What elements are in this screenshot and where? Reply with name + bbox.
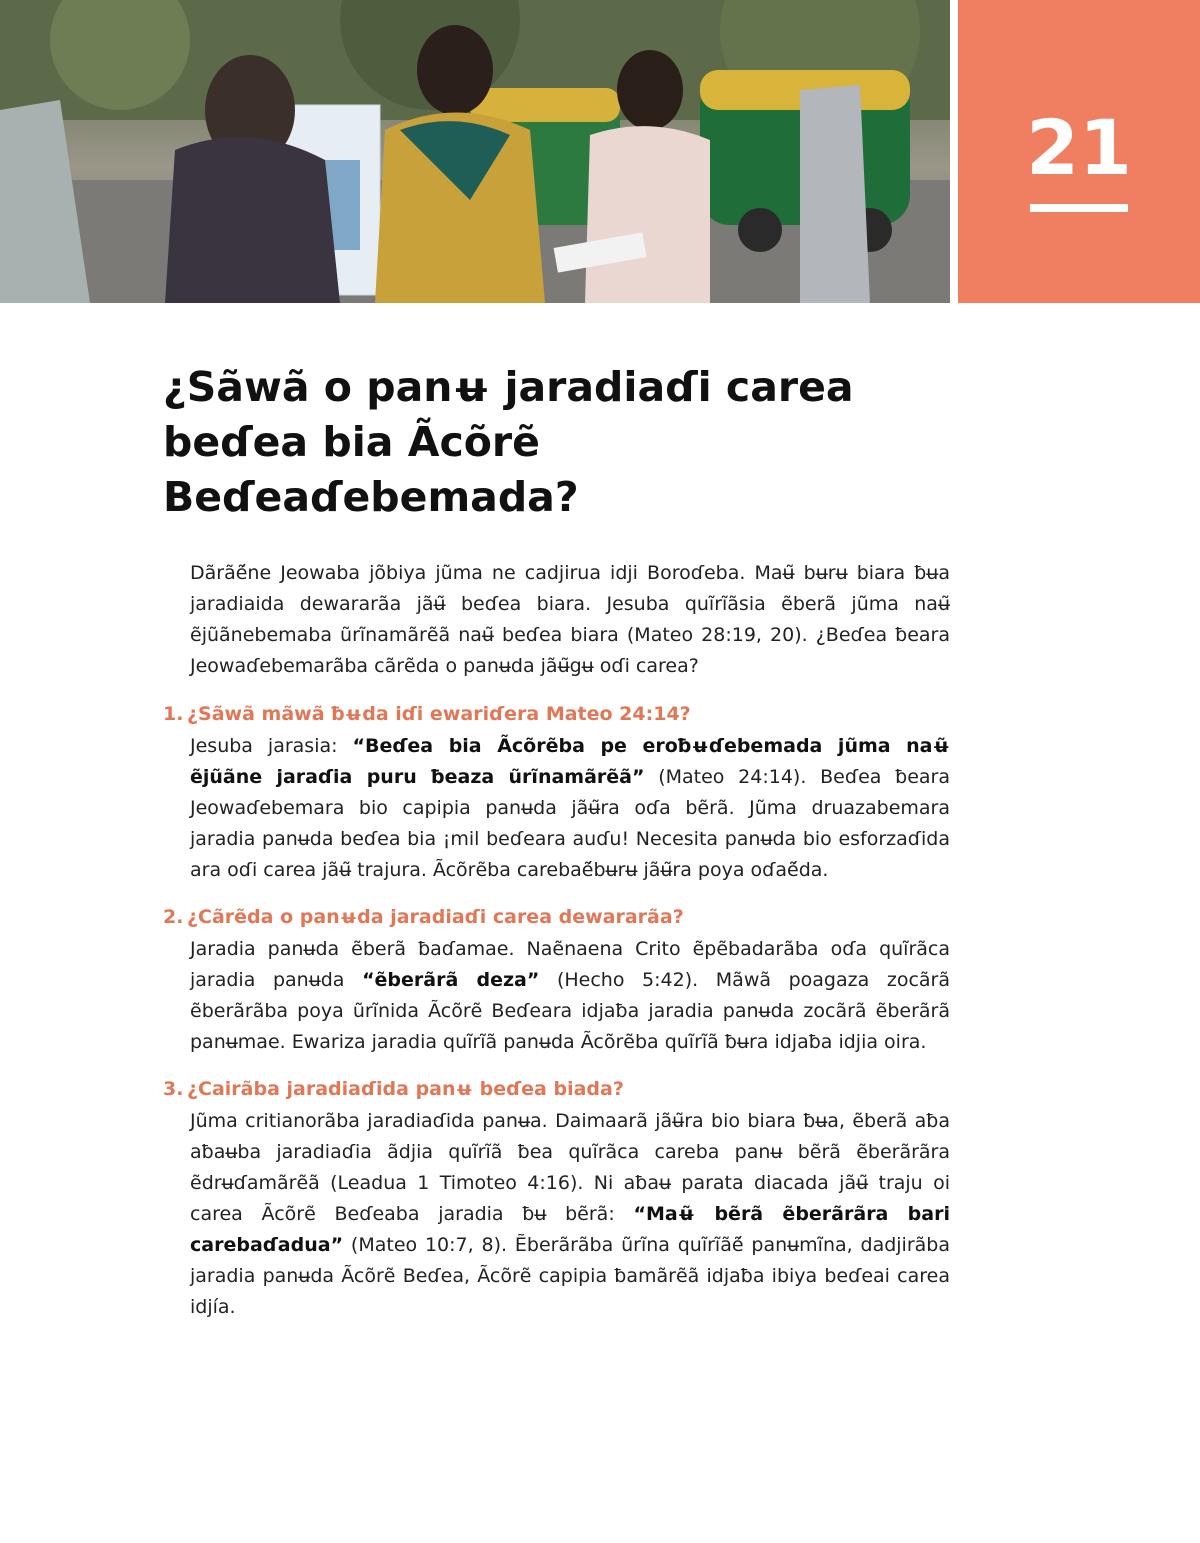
answer-text: (Mateo 24:14). Beɗea ƀeara Jeowaɗebemara bio capipia panʉda jãʉ̃ra oɗa bẽrã. Jũma druazabemara jaradia panʉda beɗea bia ¡mil beɗeara auɗu! Necesita panʉda bio esforzaɗida ara oɗi carea jãʉ̃ trajura. Ãcõrẽba carebaẽ́bʉrʉ jãʉ̃ra poya oɗaẽ́da. [190, 766, 950, 881]
person-left-body [165, 137, 340, 303]
answer-paragraph [190, 934, 950, 1058]
passerby-right [800, 85, 870, 303]
answer-text: Jũma critianorãba jaradiaɗida panʉa. Daimaarã jãʉ̃ra bio biara ƀʉa, ẽberã aƀa aƀaʉba jaradiaɗia ãdjia quĩrĩã ƀea quĩrãca careba panʉ bẽrã ẽberãrãra ẽdrʉɗamãrẽã (Leadua 1 Timoteo 4:16). Ni aƀaʉ parata diacada jãʉ̃ traju oi carea Ãcõrẽ Beɗeaba jaradia ƀʉ bẽrã: [190, 1110, 950, 1225]
answer-paragraph [190, 1106, 950, 1323]
answer-text: Jesuba jarasia: [190, 735, 353, 757]
question-text: ¿Cãrẽda o panʉda jaradiaɗi carea dewararãa? [187, 906, 684, 928]
person-right-head [617, 50, 683, 130]
lesson-number-badge [958, 0, 1200, 303]
scripture-quote: “ẽberãrã deza” [362, 969, 540, 991]
page-title: ¿Sãwã o panʉ jaradiaɗi carea beɗea bia Ãcõrẽ Beɗeaɗebemada? [163, 363, 854, 521]
person-right-body [585, 126, 710, 303]
lesson-number: 21 [1026, 103, 1132, 192]
question-heading [163, 1075, 963, 1103]
street-scene-illustration [0, 0, 950, 303]
question-heading [163, 903, 963, 931]
header-photo [0, 0, 950, 303]
badge-underline [1030, 204, 1128, 212]
section-2 [163, 903, 963, 1058]
question-heading [163, 700, 963, 728]
section-1 [163, 700, 963, 886]
question-text: ¿Sãwã mãwã ƀʉda iɗi ewariɗera Mateo 24:14? [187, 703, 691, 725]
question-number: 3. [163, 1078, 184, 1100]
answer-text: Jaradia panʉda ẽberã ƀaɗamae. Naẽnaena Crito ẽpẽbadarãba oɗa quĩrãca jaradia panʉda [190, 938, 950, 991]
question-number: 2. [163, 906, 184, 928]
scripture-quote: “Beɗea bia Ãcõrẽba pe eroƀʉɗebemada jũma naʉ̃ ẽjũãne jaraɗia puru ƀeaza ũrĩnamãrẽã” [190, 735, 950, 788]
lesson-content [163, 558, 963, 1340]
question-text: ¿Cairãba jaradiaɗida panʉ beɗea biada? [187, 1078, 624, 1100]
answer-text: (Hecho 5:42). Mãwã poagaza zocãrã ẽberãrãba poya ũrĩnida Ãcõrẽ Beɗeara idjaƀa jaradia panʉda zocãrã ẽberãrã panʉmae. Ewariza jaradia quĩrĩã panʉda Ãcõrẽba quĩrĩã ƀʉra idjaƀa idjia oira. [190, 969, 950, 1053]
answer-paragraph [190, 731, 950, 886]
scripture-quote: “Maʉ̃ bẽrã ẽberãrãra bari carebaɗadua” [190, 1203, 950, 1256]
person-center-head [417, 25, 493, 115]
answer-text: (Mateo 10:7, 8). Ẽberãrãba ũrĩna quĩrĩãẽ́ panʉmĩna, dadjirãba jaradia panʉda Ãcõrẽ Beɗea, Ãcõrẽ capipia ƀamãrẽã idjaƀa ibiya beɗeai carea idjía. [190, 1234, 950, 1318]
section-3 [163, 1075, 963, 1323]
question-number: 1. [163, 703, 184, 725]
rickshaw-wheel [738, 208, 782, 252]
intro-paragraph: Dãrãẽ́ne Jeowaba jõbiya jũma ne cadjirua idji Boroɗeba. Maʉ̃ bʉrʉ biara ƀʉa jaradiaida dewararãa jãʉ̃ beɗea biara. Jesuba quĩrĩãsia ẽberã jũma naʉ̃ ẽjũãnebemaba ũrĩnamãrẽã naʉ̃ beɗea biara (Mateo 28:19, 20). ¿Beɗea ƀeara Jeowaɗebemarãba cãrẽda o panʉda jãʉ̃gʉ oɗi carea? [190, 562, 950, 677]
